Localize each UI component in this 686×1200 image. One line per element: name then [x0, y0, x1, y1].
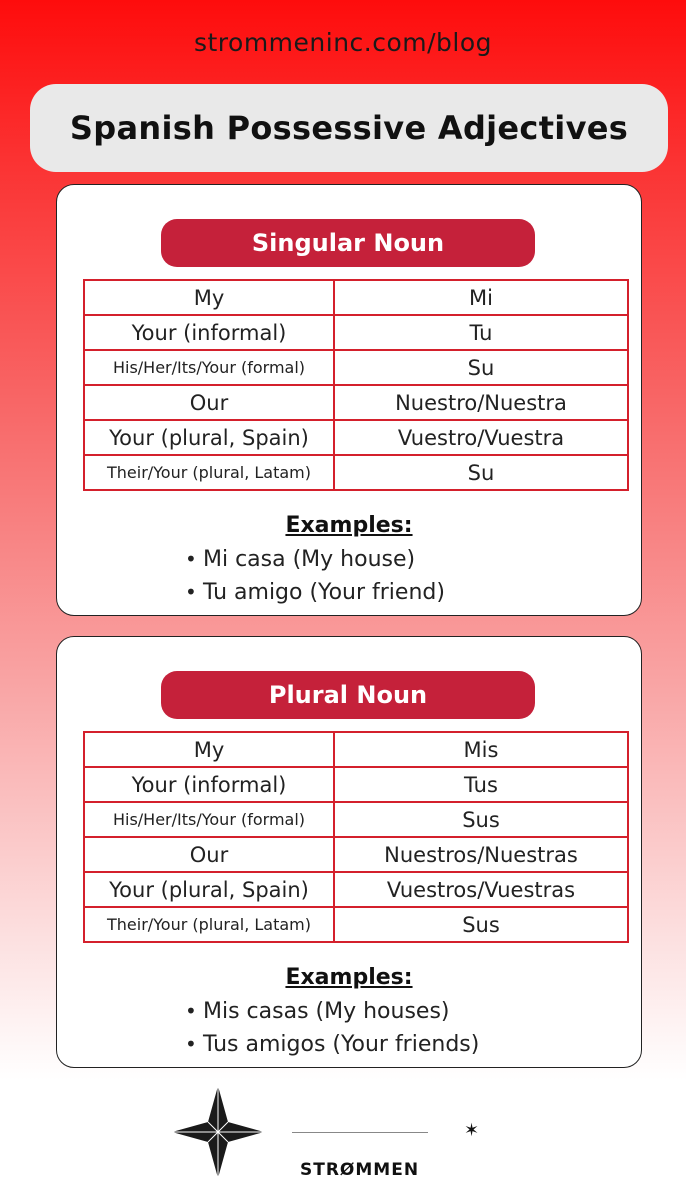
small-star-icon: ✶: [464, 1120, 480, 1141]
table-row: [84, 350, 628, 385]
spanish-cell: Nuestros/Nuestras: [334, 837, 628, 872]
english-cell: Our: [84, 837, 334, 872]
table-row: [84, 837, 628, 872]
table-row: [84, 907, 628, 942]
section-label: Singular Noun: [251, 229, 445, 257]
english-cell: His/Her/Its/Your (formal): [84, 802, 334, 837]
spanish-cell: Sus: [334, 907, 628, 942]
table-row: [84, 280, 628, 315]
footer: [0, 1084, 686, 1200]
table-row: [84, 767, 628, 802]
spanish-cell: Tus: [334, 767, 628, 802]
english-cell: My: [84, 280, 334, 315]
table-row: [84, 420, 628, 455]
example-text: Tus amigos (Your friends): [203, 1032, 480, 1057]
footer-divider: [292, 1132, 428, 1133]
english-cell: Their/Your (plural, Latam): [84, 455, 334, 490]
section-label-pill: [161, 219, 535, 267]
brand-name: STRØMMEN: [300, 1160, 420, 1180]
table-row: [84, 732, 628, 767]
examples-list: [185, 543, 445, 609]
bullet-icon: •: [185, 1032, 197, 1056]
site-url: strommeninc.com/blog: [193, 28, 493, 57]
examples-list: [185, 995, 479, 1061]
table-row: [84, 385, 628, 420]
possessive-table: [83, 731, 629, 943]
singular-noun-card: [56, 184, 642, 616]
english-cell: Their/Your (plural, Latam): [84, 907, 334, 942]
section-label: Plural Noun: [268, 681, 428, 709]
example-text: Mis casas (My houses): [203, 999, 450, 1024]
english-cell: Your (plural, Spain): [84, 872, 334, 907]
examples-heading: Examples:: [285, 965, 413, 990]
english-cell: His/Her/Its/Your (formal): [84, 350, 334, 385]
table-row: [84, 315, 628, 350]
spanish-cell: Sus: [334, 802, 628, 837]
spanish-cell: Nuestro/Nuestra: [334, 385, 628, 420]
spanish-cell: Su: [334, 455, 628, 490]
spanish-cell: Mis: [334, 732, 628, 767]
spanish-cell: Vuestros/Vuestras: [334, 872, 628, 907]
four-point-star-icon: [170, 1084, 266, 1180]
list-item: [185, 543, 445, 576]
example-text: Mi casa (My house): [203, 547, 416, 572]
example-text: Tu amigo (Your friend): [203, 580, 445, 605]
table-row: [84, 455, 628, 490]
examples-heading: Examples:: [285, 513, 413, 538]
spanish-cell: Tu: [334, 315, 628, 350]
spanish-cell: Mi: [334, 280, 628, 315]
table-row: [84, 872, 628, 907]
list-item: [185, 995, 479, 1028]
english-cell: My: [84, 732, 334, 767]
english-cell: Your (informal): [84, 767, 334, 802]
title-banner: [30, 84, 668, 172]
spanish-cell: Vuestro/Vuestra: [334, 420, 628, 455]
english-cell: Our: [84, 385, 334, 420]
section-label-pill: [161, 671, 535, 719]
page-title: Spanish Possessive Adjectives: [69, 109, 629, 147]
bullet-icon: •: [185, 999, 197, 1023]
bullet-icon: •: [185, 547, 197, 571]
table-row: [84, 802, 628, 837]
possessive-table: [83, 279, 629, 491]
bullet-icon: •: [185, 580, 197, 604]
plural-noun-card: [56, 636, 642, 1068]
list-item: [185, 576, 445, 609]
spanish-cell: Su: [334, 350, 628, 385]
english-cell: Your (plural, Spain): [84, 420, 334, 455]
list-item: [185, 1028, 479, 1061]
english-cell: Your (informal): [84, 315, 334, 350]
